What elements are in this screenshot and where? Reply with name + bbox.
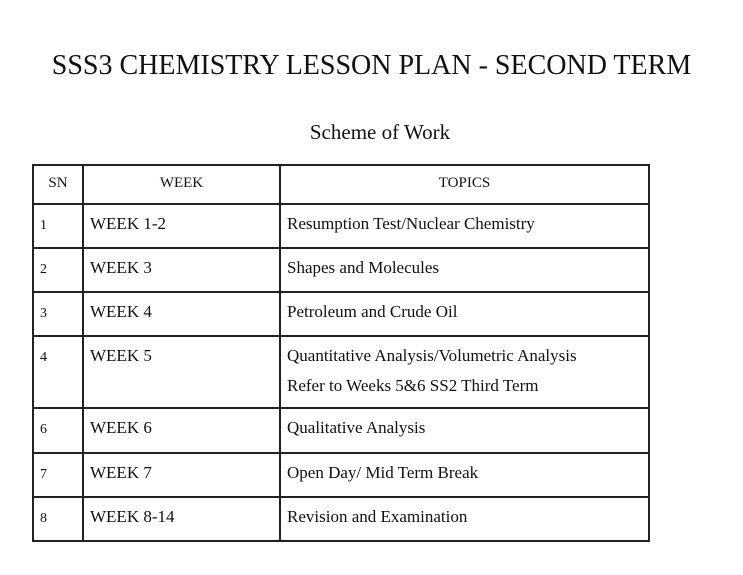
table-row	[33, 336, 649, 408]
cell-sn: 8	[33, 497, 83, 541]
cell-topics	[280, 248, 649, 292]
cell-sn: 6	[33, 408, 83, 453]
table-header-row	[33, 165, 649, 204]
topic-line: Quantitative Analysis/Volumetric Analysis	[287, 346, 577, 365]
cell-week: WEEK 5	[83, 336, 280, 408]
table-row	[33, 292, 649, 336]
cell-topics	[280, 497, 649, 541]
cell-week: WEEK 8-14	[83, 497, 280, 541]
cell-week: WEEK 4	[83, 292, 280, 336]
cell-topics	[280, 453, 649, 497]
cell-week: WEEK 6	[83, 408, 280, 453]
cell-topics	[280, 204, 649, 248]
topic-line: Qualitative Analysis	[287, 418, 426, 437]
table-row	[33, 453, 649, 497]
topic-line: Refer to Weeks 5&6 SS2 Third Term	[287, 376, 539, 395]
cell-sn: 3	[33, 292, 83, 336]
topic-line: Revision and Examination	[287, 507, 468, 526]
table-row	[33, 204, 649, 248]
cell-sn: 2	[33, 248, 83, 292]
table-row	[33, 497, 649, 541]
topic-line: Petroleum and Crude Oil	[287, 302, 458, 321]
topic-line: Shapes and Molecules	[287, 258, 440, 277]
cell-week: WEEK 7	[83, 453, 280, 497]
cell-sn: 4	[33, 336, 83, 408]
cell-topics	[280, 292, 649, 336]
document-title: SSS3 CHEMISTRY LESSON PLAN - SECOND TERM	[51, 50, 692, 81]
header-sn: SN	[33, 165, 83, 204]
cell-topics	[280, 408, 649, 453]
header-topics: TOPICS	[280, 165, 649, 204]
cell-sn: 7	[33, 453, 83, 497]
table-row	[33, 408, 649, 453]
scheme-of-work-table	[32, 164, 650, 542]
header-week: WEEK	[83, 165, 280, 204]
cell-topics	[280, 336, 649, 408]
cell-week: WEEK 1-2	[83, 204, 280, 248]
table-row	[33, 248, 649, 292]
cell-sn: 1	[33, 204, 83, 248]
cell-week: WEEK 3	[83, 248, 280, 292]
topic-line: Resumption Test/Nuclear Chemistry	[287, 214, 535, 233]
topic-line: Open Day/ Mid Term Break	[287, 463, 479, 482]
document-subtitle: Scheme of Work	[309, 120, 451, 144]
